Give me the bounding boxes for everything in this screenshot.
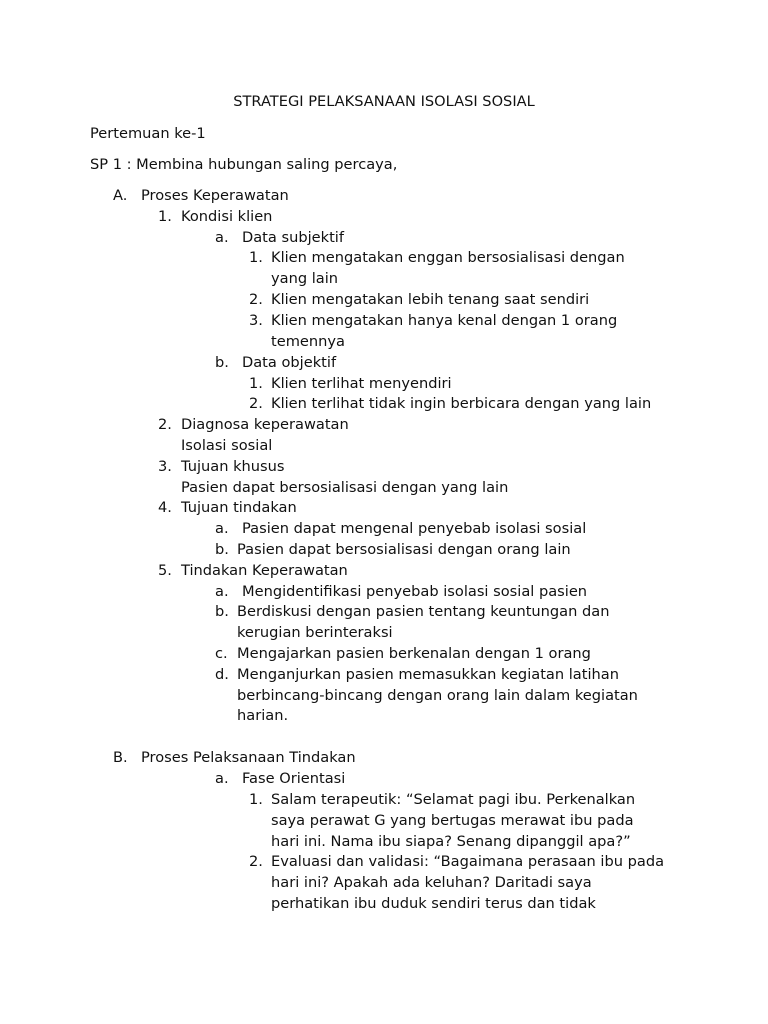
list-item-text: Klien terlihat menyendiri xyxy=(271,375,452,392)
data-subjektif-heading: Data subjektif xyxy=(242,229,344,246)
list-item-text: Evaluasi dan validasi: “Bagaimana perasaan ibu pada xyxy=(271,853,665,870)
section-b-marker: B. xyxy=(113,749,128,766)
list-item-text: yang lain xyxy=(271,270,339,287)
diagnosa-heading: Diagnosa keperawatan xyxy=(181,416,349,433)
list-item-text: kerugian berinteraksi xyxy=(237,624,393,641)
section-a-heading: Proses Keperawatan xyxy=(141,187,289,204)
list-item-text: perhatikan ibu duduk sendiri terus dan tidak xyxy=(271,895,596,912)
list-marker: a. xyxy=(215,583,229,600)
list-marker: 5. xyxy=(158,562,172,579)
kondisi-klien-heading: Kondisi klien xyxy=(181,208,273,225)
list-marker: 3. xyxy=(158,458,172,475)
list-marker: 1. xyxy=(249,791,263,808)
list-item-text: Pasien dapat bersosialisasi dengan orang lain xyxy=(237,541,571,558)
list-item-text: hari ini. Nama ibu siapa? Senang dipanggil apa?” xyxy=(271,833,631,850)
list-item-text: Berdiskusi dengan pasien tentang keuntungan dan xyxy=(237,603,610,620)
sp-line: SP 1 : Membina hubungan saling percaya, xyxy=(90,156,398,173)
list-marker: 1. xyxy=(249,375,263,392)
list-item-text: saya perawat G yang bertugas merawat ibu pada xyxy=(271,812,634,829)
list-item-text: Klien mengatakan hanya kenal dengan 1 orang xyxy=(271,312,618,329)
meeting-line: Pertemuan ke-1 xyxy=(90,125,206,142)
list-marker: 1. xyxy=(249,249,263,266)
tindakan-heading: Tindakan Keperawatan xyxy=(181,562,348,579)
list-item-text: Salam terapeutik: “Selamat pagi ibu. Perkenalkan xyxy=(271,791,636,808)
tujuan-tindakan-heading: Tujuan tindakan xyxy=(181,499,297,516)
list-marker: 3. xyxy=(249,312,263,329)
list-item-text: Mengajarkan pasien berkenalan dengan 1 orang xyxy=(237,645,591,662)
list-marker: 4. xyxy=(158,499,172,516)
list-item-text: harian. xyxy=(237,707,289,724)
list-marker: 2. xyxy=(158,416,172,433)
list-item-text: Klien mengatakan enggan bersosialisasi dengan xyxy=(271,249,625,266)
list-marker: b. xyxy=(215,541,229,558)
list-marker: c. xyxy=(215,645,228,662)
list-marker: 2. xyxy=(249,853,263,870)
list-marker: a. xyxy=(215,229,229,246)
list-marker: a. xyxy=(215,770,229,787)
list-item-text: Klien terlihat tidak ingin berbicara dengan yang lain xyxy=(271,395,652,412)
list-item-text: Mengidentifikasi penyebab isolasi sosial pasien xyxy=(242,583,588,600)
list-item-text: Menganjurkan pasien memasukkan kegiatan latihan xyxy=(237,666,619,683)
section-b-heading: Proses Pelaksanaan Tindakan xyxy=(141,749,356,766)
list-item-text: berbincang-bincang dengan orang lain dalam kegiatan xyxy=(237,687,638,704)
diagnosa-text: Isolasi sosial xyxy=(181,437,273,454)
tujuan-khusus-text: Pasien dapat bersosialisasi dengan yang lain xyxy=(181,479,509,496)
list-marker: b. xyxy=(215,354,229,371)
list-marker: 2. xyxy=(249,395,263,412)
list-marker: 1. xyxy=(158,208,172,225)
list-item-text: hari ini? Apakah ada keluhan? Daritadi saya xyxy=(271,874,592,891)
section-a-marker: A. xyxy=(113,187,128,204)
data-objektif-heading: Data objektif xyxy=(242,354,337,371)
list-item-text: temennya xyxy=(271,333,345,350)
list-marker: 2. xyxy=(249,291,263,308)
list-item-text: Klien mengatakan lebih tenang saat sendiri xyxy=(271,291,590,308)
fase-orientasi-heading: Fase Orientasi xyxy=(242,770,346,787)
list-marker: d. xyxy=(215,666,229,683)
document-title: STRATEGI PELAKSANAAN ISOLASI SOSIAL xyxy=(233,93,535,110)
list-marker: b. xyxy=(215,603,229,620)
list-marker: a. xyxy=(215,520,229,537)
tujuan-khusus-heading: Tujuan khusus xyxy=(181,458,285,475)
list-item-text: Pasien dapat mengenal penyebab isolasi sosial xyxy=(242,520,587,537)
